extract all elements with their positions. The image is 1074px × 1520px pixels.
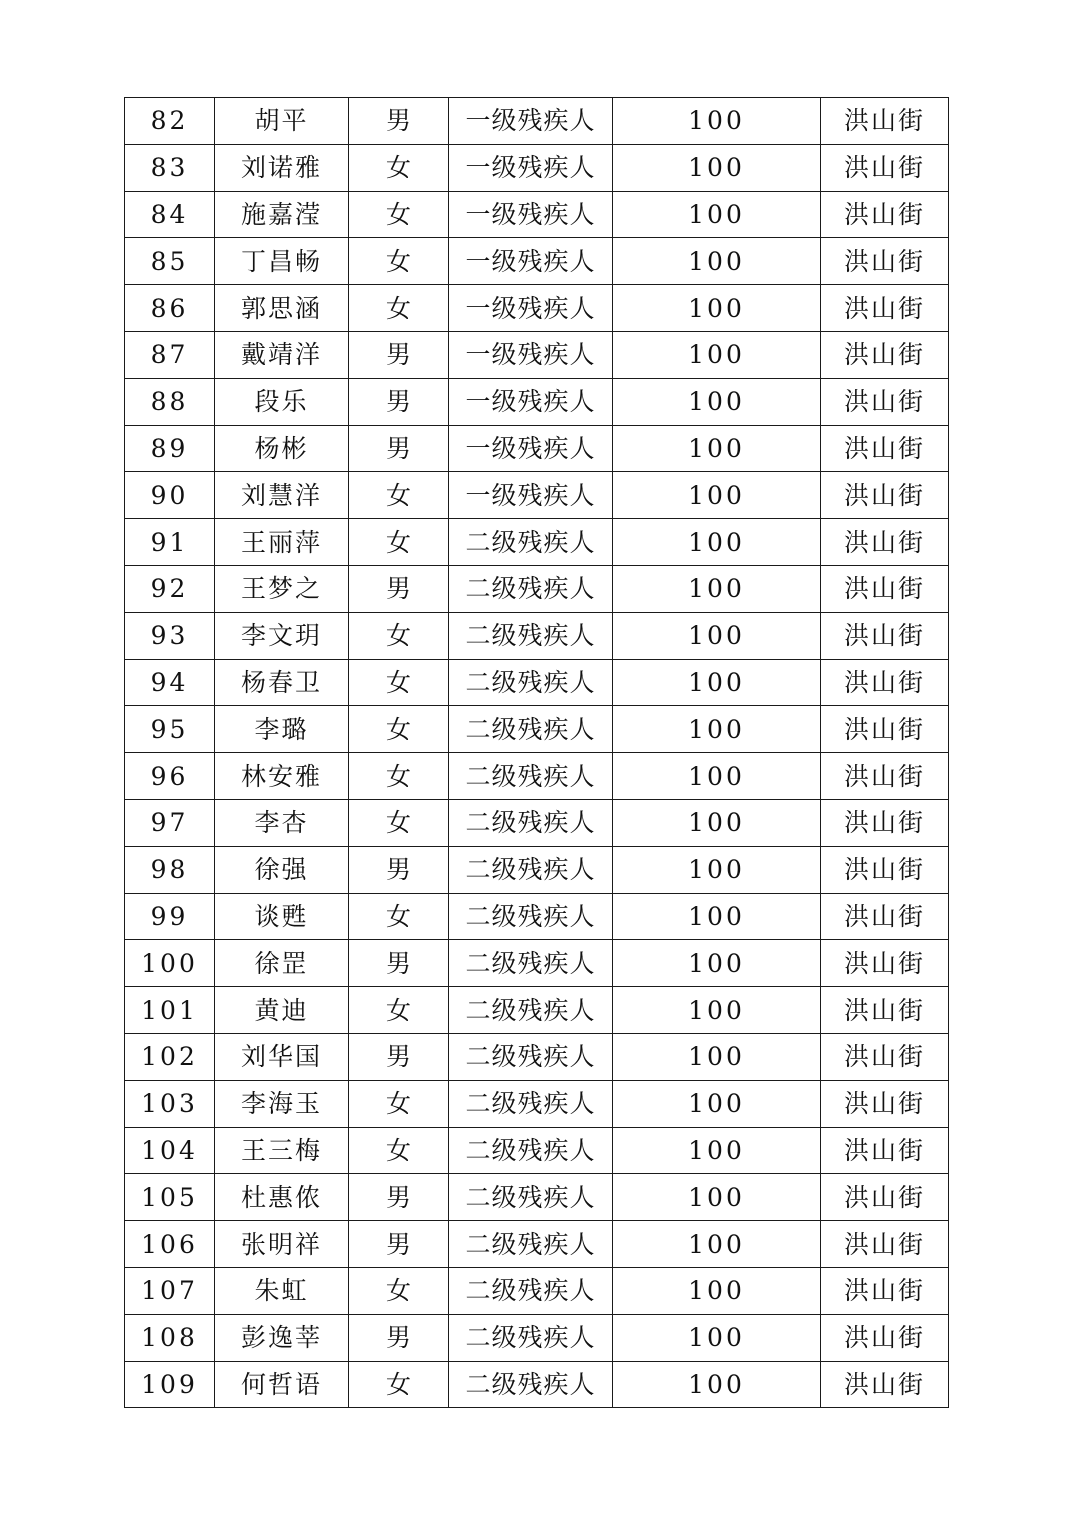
table-row: [125, 1361, 949, 1408]
name-cell: 刘诺雅: [215, 144, 349, 191]
street-cell: 洪山街: [821, 331, 949, 378]
name-cell: 王三梅: [215, 1127, 349, 1174]
serial-number-cell: 105: [125, 1174, 215, 1221]
disability-level-cell: 二级残疾人: [449, 1033, 613, 1080]
name-cell: 刘慧洋: [215, 472, 349, 519]
disability-level-cell: 二级残疾人: [449, 1127, 613, 1174]
table-row: [125, 191, 949, 238]
street-cell: 洪山街: [821, 987, 949, 1034]
disability-level-cell: 一级残疾人: [449, 238, 613, 285]
disability-level-cell: 二级残疾人: [449, 1267, 613, 1314]
amount-cell: 100: [613, 191, 821, 238]
table-row: [125, 565, 949, 612]
name-cell: 施嘉滢: [215, 191, 349, 238]
street-cell: 洪山街: [821, 238, 949, 285]
gender-cell: 女: [349, 472, 449, 519]
gender-cell: 女: [349, 893, 449, 940]
amount-cell: 100: [613, 285, 821, 332]
name-cell: 李文玥: [215, 612, 349, 659]
table-row: [125, 144, 949, 191]
disability-level-cell: 二级残疾人: [449, 1080, 613, 1127]
serial-number-cell: 106: [125, 1221, 215, 1268]
gender-cell: 女: [349, 799, 449, 846]
street-cell: 洪山街: [821, 659, 949, 706]
gender-cell: 男: [349, 1174, 449, 1221]
disability-level-cell: 一级残疾人: [449, 425, 613, 472]
amount-cell: 100: [613, 799, 821, 846]
name-cell: 刘华国: [215, 1033, 349, 1080]
table-row: [125, 1267, 949, 1314]
table-row: [125, 846, 949, 893]
serial-number-cell: 99: [125, 893, 215, 940]
table-row: [125, 1174, 949, 1221]
gender-cell: 男: [349, 331, 449, 378]
table-row: [125, 706, 949, 753]
disability-level-cell: 二级残疾人: [449, 1174, 613, 1221]
roster-table-body: [125, 98, 949, 1408]
gender-cell: 女: [349, 612, 449, 659]
serial-number-cell: 92: [125, 565, 215, 612]
gender-cell: 女: [349, 1267, 449, 1314]
gender-cell: 女: [349, 753, 449, 800]
gender-cell: 男: [349, 1033, 449, 1080]
name-cell: 张明祥: [215, 1221, 349, 1268]
amount-cell: 100: [613, 565, 821, 612]
disability-level-cell: 一级残疾人: [449, 331, 613, 378]
amount-cell: 100: [613, 1361, 821, 1408]
disability-level-cell: 一级残疾人: [449, 378, 613, 425]
street-cell: 洪山街: [821, 940, 949, 987]
street-cell: 洪山街: [821, 1267, 949, 1314]
serial-number-cell: 86: [125, 285, 215, 332]
amount-cell: 100: [613, 1080, 821, 1127]
street-cell: 洪山街: [821, 1033, 949, 1080]
name-cell: 徐罡: [215, 940, 349, 987]
serial-number-cell: 91: [125, 519, 215, 566]
table-row: [125, 1221, 949, 1268]
amount-cell: 100: [613, 1174, 821, 1221]
serial-number-cell: 83: [125, 144, 215, 191]
street-cell: 洪山街: [821, 706, 949, 753]
amount-cell: 100: [613, 519, 821, 566]
gender-cell: 男: [349, 1314, 449, 1361]
table-row: [125, 753, 949, 800]
disability-level-cell: 一级残疾人: [449, 144, 613, 191]
table-row: [125, 987, 949, 1034]
gender-cell: 男: [349, 940, 449, 987]
name-cell: 黄迪: [215, 987, 349, 1034]
gender-cell: 女: [349, 1080, 449, 1127]
street-cell: 洪山街: [821, 144, 949, 191]
disability-level-cell: 二级残疾人: [449, 799, 613, 846]
serial-number-cell: 94: [125, 659, 215, 706]
street-cell: 洪山街: [821, 1221, 949, 1268]
name-cell: 李璐: [215, 706, 349, 753]
name-cell: 谈甦: [215, 893, 349, 940]
disability-level-cell: 二级残疾人: [449, 893, 613, 940]
name-cell: 胡平: [215, 98, 349, 145]
street-cell: 洪山街: [821, 893, 949, 940]
disability-level-cell: 二级残疾人: [449, 940, 613, 987]
gender-cell: 男: [349, 1221, 449, 1268]
table-row: [125, 472, 949, 519]
disability-level-cell: 二级残疾人: [449, 565, 613, 612]
amount-cell: 100: [613, 1127, 821, 1174]
street-cell: 洪山街: [821, 565, 949, 612]
amount-cell: 100: [613, 144, 821, 191]
gender-cell: 女: [349, 1127, 449, 1174]
name-cell: 朱虹: [215, 1267, 349, 1314]
amount-cell: 100: [613, 1314, 821, 1361]
serial-number-cell: 95: [125, 706, 215, 753]
roster-table: [124, 97, 949, 1408]
table-row: [125, 378, 949, 425]
amount-cell: 100: [613, 706, 821, 753]
amount-cell: 100: [613, 659, 821, 706]
disability-level-cell: 一级残疾人: [449, 98, 613, 145]
name-cell: 李海玉: [215, 1080, 349, 1127]
name-cell: 郭思涵: [215, 285, 349, 332]
street-cell: 洪山街: [821, 799, 949, 846]
disability-level-cell: 一级残疾人: [449, 472, 613, 519]
street-cell: 洪山街: [821, 98, 949, 145]
serial-number-cell: 103: [125, 1080, 215, 1127]
gender-cell: 女: [349, 144, 449, 191]
gender-cell: 女: [349, 519, 449, 566]
table-row: [125, 1314, 949, 1361]
gender-cell: 女: [349, 191, 449, 238]
amount-cell: 100: [613, 753, 821, 800]
disability-level-cell: 一级残疾人: [449, 285, 613, 332]
gender-cell: 女: [349, 987, 449, 1034]
table-row: [125, 799, 949, 846]
amount-cell: 100: [613, 98, 821, 145]
disability-level-cell: 二级残疾人: [449, 519, 613, 566]
serial-number-cell: 102: [125, 1033, 215, 1080]
disability-level-cell: 二级残疾人: [449, 612, 613, 659]
disability-level-cell: 二级残疾人: [449, 659, 613, 706]
table-row: [125, 1033, 949, 1080]
name-cell: 彭逸莘: [215, 1314, 349, 1361]
disability-level-cell: 二级残疾人: [449, 987, 613, 1034]
amount-cell: 100: [613, 425, 821, 472]
serial-number-cell: 98: [125, 846, 215, 893]
amount-cell: 100: [613, 472, 821, 519]
serial-number-cell: 109: [125, 1361, 215, 1408]
serial-number-cell: 108: [125, 1314, 215, 1361]
serial-number-cell: 85: [125, 238, 215, 285]
street-cell: 洪山街: [821, 846, 949, 893]
gender-cell: 女: [349, 285, 449, 332]
disability-level-cell: 二级残疾人: [449, 846, 613, 893]
disability-level-cell: 二级残疾人: [449, 1221, 613, 1268]
table-row: [125, 425, 949, 472]
gender-cell: 男: [349, 565, 449, 612]
amount-cell: 100: [613, 238, 821, 285]
amount-cell: 100: [613, 331, 821, 378]
name-cell: 何哲语: [215, 1361, 349, 1408]
table-row: [125, 1080, 949, 1127]
gender-cell: 男: [349, 378, 449, 425]
serial-number-cell: 89: [125, 425, 215, 472]
amount-cell: 100: [613, 1221, 821, 1268]
serial-number-cell: 100: [125, 940, 215, 987]
gender-cell: 女: [349, 1361, 449, 1408]
serial-number-cell: 96: [125, 753, 215, 800]
gender-cell: 女: [349, 706, 449, 753]
serial-number-cell: 82: [125, 98, 215, 145]
serial-number-cell: 104: [125, 1127, 215, 1174]
serial-number-cell: 87: [125, 331, 215, 378]
amount-cell: 100: [613, 940, 821, 987]
street-cell: 洪山街: [821, 1080, 949, 1127]
serial-number-cell: 107: [125, 1267, 215, 1314]
name-cell: 林安雅: [215, 753, 349, 800]
gender-cell: 男: [349, 98, 449, 145]
gender-cell: 男: [349, 425, 449, 472]
serial-number-cell: 90: [125, 472, 215, 519]
table-row: [125, 1127, 949, 1174]
amount-cell: 100: [613, 612, 821, 659]
name-cell: 丁昌畅: [215, 238, 349, 285]
table-row: [125, 659, 949, 706]
name-cell: 李杏: [215, 799, 349, 846]
amount-cell: 100: [613, 378, 821, 425]
amount-cell: 100: [613, 893, 821, 940]
street-cell: 洪山街: [821, 191, 949, 238]
serial-number-cell: 84: [125, 191, 215, 238]
amount-cell: 100: [613, 987, 821, 1034]
street-cell: 洪山街: [821, 753, 949, 800]
name-cell: 段乐: [215, 378, 349, 425]
disability-level-cell: 一级残疾人: [449, 191, 613, 238]
serial-number-cell: 97: [125, 799, 215, 846]
street-cell: 洪山街: [821, 472, 949, 519]
street-cell: 洪山街: [821, 425, 949, 472]
name-cell: 戴靖洋: [215, 331, 349, 378]
street-cell: 洪山街: [821, 378, 949, 425]
serial-number-cell: 88: [125, 378, 215, 425]
serial-number-cell: 93: [125, 612, 215, 659]
name-cell: 杨春卫: [215, 659, 349, 706]
table-row: [125, 238, 949, 285]
table-row: [125, 612, 949, 659]
street-cell: 洪山街: [821, 1174, 949, 1221]
name-cell: 杜惠侬: [215, 1174, 349, 1221]
disability-level-cell: 二级残疾人: [449, 706, 613, 753]
gender-cell: 女: [349, 238, 449, 285]
disability-level-cell: 二级残疾人: [449, 1314, 613, 1361]
street-cell: 洪山街: [821, 1127, 949, 1174]
table-row: [125, 519, 949, 566]
table-row: [125, 940, 949, 987]
serial-number-cell: 101: [125, 987, 215, 1034]
name-cell: 王丽萍: [215, 519, 349, 566]
gender-cell: 女: [349, 659, 449, 706]
disability-level-cell: 二级残疾人: [449, 1361, 613, 1408]
street-cell: 洪山街: [821, 285, 949, 332]
table-row: [125, 331, 949, 378]
name-cell: 徐强: [215, 846, 349, 893]
street-cell: 洪山街: [821, 1314, 949, 1361]
name-cell: 王梦之: [215, 565, 349, 612]
street-cell: 洪山街: [821, 612, 949, 659]
amount-cell: 100: [613, 1267, 821, 1314]
table-row: [125, 893, 949, 940]
amount-cell: 100: [613, 846, 821, 893]
table-row: [125, 285, 949, 332]
amount-cell: 100: [613, 1033, 821, 1080]
street-cell: 洪山街: [821, 1361, 949, 1408]
table-row: [125, 98, 949, 145]
street-cell: 洪山街: [821, 519, 949, 566]
disability-level-cell: 二级残疾人: [449, 753, 613, 800]
gender-cell: 男: [349, 846, 449, 893]
name-cell: 杨彬: [215, 425, 349, 472]
